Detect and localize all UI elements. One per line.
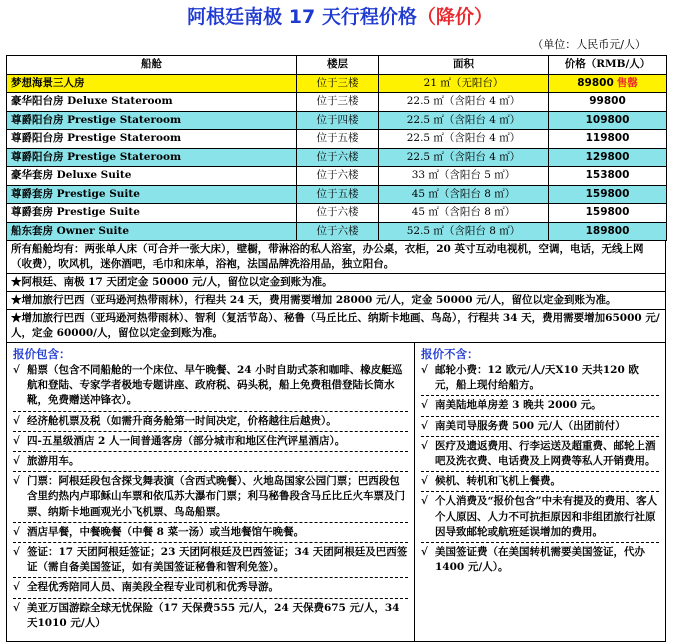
item-divider xyxy=(13,598,408,599)
check-icon: √ xyxy=(421,439,428,452)
price-value: 129800 xyxy=(585,150,630,163)
item-text: 南美陆地单房差 3 晚共 2000 元。 xyxy=(435,399,602,412)
list-item xyxy=(421,494,659,540)
check-icon: √ xyxy=(13,475,20,488)
item-text: 候机、转机和飞机上餐费。 xyxy=(435,475,561,488)
cabin-area: 22.5 ㎡（含阳台 4 ㎡） xyxy=(379,148,549,167)
header-floor: 楼层 xyxy=(297,56,379,75)
included-column xyxy=(7,343,415,641)
check-icon: √ xyxy=(13,414,20,427)
cabin-floor: 位于三楼 xyxy=(297,74,379,93)
table-row xyxy=(7,148,667,167)
price-value: 153800 xyxy=(585,169,630,182)
check-icon: √ xyxy=(13,546,20,559)
check-icon: √ xyxy=(421,419,428,432)
cabin-name: 尊爵阳台房 Prestige Stateroom xyxy=(7,130,297,149)
item-text: 船票（包含不同船舱的一个床位、早午晚餐、24 小时自助式茶和咖啡、橡皮艇巡航和登陆、专家学者极地专题讲座、政府税、码头税，船上免费租借登陆长筒水靴，免费赠送冲锋衣）。 xyxy=(27,364,403,407)
check-icon: √ xyxy=(13,581,20,594)
cabin-name: 尊爵套房 Prestige Suite xyxy=(7,204,297,223)
cabin-price xyxy=(549,185,667,204)
item-divider xyxy=(13,471,408,472)
excluded-list xyxy=(421,363,659,575)
item-divider xyxy=(13,411,408,412)
price-value: 109800 xyxy=(585,113,630,126)
cabin-notes xyxy=(6,240,666,343)
price-value: 89800 xyxy=(577,76,614,89)
check-icon: √ xyxy=(421,475,428,488)
table-row xyxy=(7,222,667,241)
included-title: 报价包含： xyxy=(13,347,71,361)
list-item xyxy=(13,434,408,449)
price-value: 159800 xyxy=(585,187,630,200)
cabin-name: 豪华阳台房 Deluxe Stateroom xyxy=(7,93,297,112)
cabin-floor: 位于五楼 xyxy=(297,130,379,149)
item-text: 医疗及遗返费用、行李运送及超重费、邮轮上酒吧及洗衣费、电话费及上网费等私人开销费用。 xyxy=(435,439,656,468)
cabin-price xyxy=(549,167,667,186)
cabin-price xyxy=(549,222,667,241)
note-deposit-34: ★增加旅行巴西（亚玛逊河热带雨林）、智利（复活节岛）、秘鲁（马丘比丘、纳斯卡地画、鸟岛），行程共 34 天，费用需要增加65000 元/人，定金 60000/人，留位以定金到账为准。 xyxy=(7,309,665,342)
cabin-area: 21 ㎡（无阳台） xyxy=(379,74,549,93)
list-item xyxy=(421,439,659,469)
item-text: 全程优秀陪同人员、南美段全程专业司机和优秀导游。 xyxy=(27,581,279,594)
list-item xyxy=(421,474,659,489)
note-deposit-24: ★增加旅行巴西（亚玛逊河热带雨林），行程共 24 天，费用需要增加 28000 元/人，定金 50000 元/人，留位以定金到账为准。 xyxy=(7,291,665,309)
item-text: 个人消费及“报价包含”中未有提及的费用、客人个人原因、人力不可抗拒原因和非组团旅行社原因导致邮轮或航班延误增加的费用。 xyxy=(435,495,658,538)
check-icon: √ xyxy=(421,495,428,508)
cabin-area: 52.5 ㎡（含阳台 8 ㎡） xyxy=(379,222,549,241)
item-text: 南美司导服务费 500 元/人（出团前付） xyxy=(435,419,626,432)
cabin-floor: 位于四楼 xyxy=(297,111,379,130)
price-value: 99800 xyxy=(589,95,626,108)
item-divider xyxy=(421,542,659,543)
price-value: 189800 xyxy=(585,224,630,237)
list-item xyxy=(13,580,408,595)
item-text: 门票：阿根廷段包含探戈舞表演（含西式晚餐）、火地岛国家公园门票；巴西段包含里约热内卢耶稣山车票和依瓜苏大瀑布门票；利马秘鲁段含马丘比丘火车票及门票、纳斯卡地画观光小飞机票、鸟岛船票。 xyxy=(27,475,405,518)
unit-label: （单位：人民币元/人） xyxy=(532,38,646,51)
table-row xyxy=(7,204,667,223)
cabin-name: 梦想海景三人房 xyxy=(7,74,297,93)
check-icon: √ xyxy=(13,601,20,614)
header-price: 价格（RMB/人） xyxy=(549,56,667,75)
item-text: 签证：17 天团阿根廷签证；23 天团阿根廷及巴西签证；34 天团阿根廷及巴西签证（需自备美国签证，如有美国签证秘鲁和智利免签）。 xyxy=(27,546,408,574)
cabin-floor: 位于六楼 xyxy=(297,204,379,223)
item-text: 美亚万国游踪全球无忧保险（17 天保费555 元/人，24 天保费675 元/人，34 天1010 元/人） xyxy=(27,601,400,629)
list-item xyxy=(13,545,408,575)
table-row xyxy=(7,167,667,186)
check-icon: √ xyxy=(13,525,20,538)
cabin-price xyxy=(549,74,667,93)
cabin-name: 尊爵阳台房 Prestige Stateroom xyxy=(7,111,297,130)
item-text: 旅游用车。 xyxy=(27,455,80,468)
list-item xyxy=(13,414,408,429)
cabin-name: 船东套房 Owner Suite xyxy=(7,222,297,241)
cabin-area: 33 ㎡（含阳台 5 ㎡） xyxy=(379,167,549,186)
item-text: 四-五星级酒店 2 人一间普通客房（部分城市和地区住汽评星酒店）。 xyxy=(27,434,346,447)
list-item xyxy=(421,398,659,413)
cabin-price xyxy=(549,130,667,149)
list-item xyxy=(421,363,659,393)
item-divider xyxy=(421,436,659,437)
list-item xyxy=(13,525,408,540)
table-row xyxy=(7,130,667,149)
cabin-price xyxy=(549,204,667,223)
cabin-price xyxy=(549,93,667,112)
item-divider xyxy=(13,577,408,578)
item-text: 美国签证费（在美国转机需要美国签证，代办 1400 元/人）。 xyxy=(435,546,645,574)
note-amenities: 所有船舱均有：两张单人床（可合并一张大床），壁橱，带淋浴的私人浴室，办公桌，衣柜，20 英寸互动电视机，空调，电话，无线上网（收费），吹风机，迷你酒吧，毛巾和床单，浴袍，法国品牌洗浴用品，独立阳台。 xyxy=(7,240,665,273)
cabin-area: 22.5 ㎡（含阳台 4 ㎡） xyxy=(379,130,549,149)
cabin-floor: 位于六楼 xyxy=(297,222,379,241)
page-title xyxy=(0,4,680,30)
excluded-title: 报价不含： xyxy=(421,347,479,361)
price-value: 119800 xyxy=(585,132,630,145)
list-item xyxy=(421,545,659,575)
title-main: 阿根廷南极 17 天行程价格 xyxy=(187,6,417,28)
item-divider xyxy=(13,451,408,452)
sold-out-badge: 售罄 xyxy=(616,76,638,89)
cabin-floor: 位于三楼 xyxy=(297,93,379,112)
check-icon: √ xyxy=(13,364,20,376)
list-item xyxy=(13,601,408,631)
note-deposit-17: ★阿根廷、南极 17 天团定金 50000 元/人，留位以定金到账为准。 xyxy=(7,273,665,291)
cabin-area: 45 ㎡（含阳台 8 ㎡） xyxy=(379,204,549,223)
table-header-row xyxy=(7,56,667,75)
item-divider xyxy=(421,395,659,396)
item-text: 酒店早餐，中餐晚餐（中餐 8 菜一汤）或当地餐馆午晚餐。 xyxy=(27,525,305,538)
list-item xyxy=(421,419,659,434)
table-row xyxy=(7,93,667,112)
cabin-floor: 位于六楼 xyxy=(297,167,379,186)
item-divider xyxy=(13,542,408,543)
list-item xyxy=(13,474,408,520)
check-icon: √ xyxy=(421,546,428,559)
header-cabin: 船舱 xyxy=(7,56,297,75)
check-icon: √ xyxy=(13,455,20,468)
excluded-column xyxy=(415,343,665,641)
inclusions-section xyxy=(6,342,666,642)
list-item xyxy=(13,454,408,469)
included-list xyxy=(13,363,408,631)
cabin-name: 尊爵阳台房 Prestige Stateroom xyxy=(7,148,297,167)
cabin-area: 22.5 ㎡（含阳台 4 ㎡） xyxy=(379,93,549,112)
cabin-price xyxy=(549,148,667,167)
cabin-area: 45 ㎡（含阳台 8 ㎡） xyxy=(379,185,549,204)
item-divider xyxy=(421,491,659,492)
cabin-floor: 位于五楼 xyxy=(297,185,379,204)
item-text: 经济舱机票及税（如需升商务舱第一时间决定，价格越往后越贵）。 xyxy=(27,414,337,427)
item-text: 邮轮小费：12 欧元/人/天X10 天共120 欧元，船上现付给船方。 xyxy=(435,364,639,392)
table-row xyxy=(7,111,667,130)
header-area: 面积 xyxy=(379,56,549,75)
cabin-area: 22.5 ㎡（含阳台 4 ㎡） xyxy=(379,111,549,130)
check-icon: √ xyxy=(13,434,20,447)
cabin-name: 尊爵套房 Prestige Suite xyxy=(7,185,297,204)
title-accent: （降价） xyxy=(416,6,493,28)
item-divider xyxy=(421,471,659,472)
cabin-floor: 位于六楼 xyxy=(297,148,379,167)
list-item xyxy=(13,363,408,409)
table-row xyxy=(7,185,667,204)
price-value: 159800 xyxy=(585,206,630,219)
item-divider xyxy=(13,431,408,432)
check-icon: √ xyxy=(421,399,428,412)
item-divider xyxy=(421,416,659,417)
check-icon: √ xyxy=(421,364,428,376)
table-row xyxy=(7,74,667,93)
cabin-price xyxy=(549,111,667,130)
cabin-price-table xyxy=(6,55,667,241)
item-divider xyxy=(13,522,408,523)
cabin-name: 豪华套房 Deluxe Suite xyxy=(7,167,297,186)
